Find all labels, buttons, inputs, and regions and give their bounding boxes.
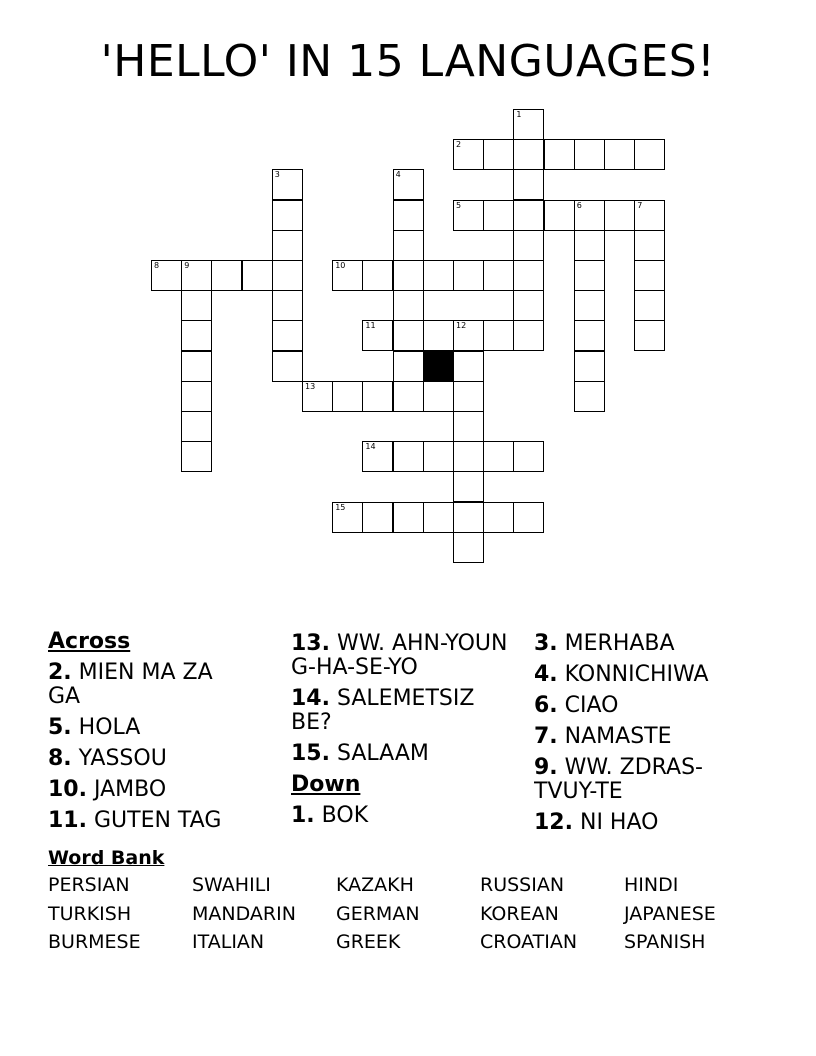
crossword-cell[interactable] — [453, 260, 484, 291]
word-bank-item: KAZAKH — [336, 874, 414, 896]
crossword-cell[interactable] — [393, 502, 424, 533]
crossword-cell[interactable] — [513, 139, 544, 170]
crossword-cell[interactable] — [362, 381, 393, 412]
crossword-cell[interactable] — [604, 200, 635, 231]
clue-number: 14 — [365, 442, 376, 452]
crossword-cell[interactable] — [453, 411, 484, 442]
crossword-cell[interactable] — [634, 260, 665, 291]
word-bank-item: JAPANESE — [624, 902, 716, 925]
clue-number: 1 — [516, 110, 522, 119]
crossword-cell[interactable] — [574, 200, 605, 231]
word-bank-item: TURKISH — [48, 902, 132, 925]
clue-down-9: 9. WW. ZDRAS-TVUY-TE — [534, 756, 703, 804]
crossword-cell[interactable] — [604, 139, 635, 170]
crossword-cell[interactable] — [544, 139, 575, 170]
crossword-cell[interactable] — [393, 290, 424, 321]
crossword-cell[interactable] — [423, 381, 454, 412]
crossword-cell[interactable] — [181, 411, 212, 442]
crossword-cell[interactable] — [513, 260, 544, 291]
crossword-cell[interactable] — [453, 471, 484, 502]
word-bank-item: HINDI — [624, 874, 679, 896]
crossword-cell[interactable] — [151, 260, 182, 291]
crossword-cell[interactable] — [393, 351, 424, 382]
crossword-cell[interactable] — [332, 381, 363, 412]
clue-down-6: 6. CIAO — [534, 694, 619, 718]
clue-number: 13 — [305, 381, 316, 391]
crossword-cell[interactable] — [362, 260, 393, 291]
crossword-cell[interactable] — [483, 260, 514, 291]
crossword-cell[interactable] — [513, 290, 544, 321]
crossword-cell[interactable] — [574, 139, 605, 170]
crossword-cell[interactable] — [574, 230, 605, 261]
crossword-cell[interactable] — [453, 381, 484, 412]
crossword-cell[interactable] — [332, 260, 363, 291]
crossword-cell[interactable] — [181, 441, 212, 472]
crossword-cell[interactable] — [272, 260, 303, 291]
crossword-cell[interactable] — [453, 351, 484, 382]
clue-number: 12 — [456, 321, 467, 331]
crossword-cell[interactable] — [513, 169, 544, 200]
word-bank-item: SWAHILI — [192, 874, 271, 896]
clue-across-11: 11. GUTEN TAG — [48, 809, 222, 833]
crossword-cell[interactable] — [393, 230, 424, 261]
crossword-cell[interactable] — [634, 230, 665, 261]
word-bank-item: KOREAN — [480, 902, 559, 925]
crossword-cell[interactable] — [272, 290, 303, 321]
word-bank-item: PERSIAN — [48, 874, 130, 896]
clue-number: 11 — [365, 321, 376, 331]
crossword-cell[interactable] — [393, 260, 424, 291]
crossword-cell[interactable] — [393, 169, 424, 200]
clue-down-3: 3. MERHABA — [534, 632, 675, 656]
word-bank-item: GREEK — [336, 931, 401, 953]
crossword-cell[interactable] — [513, 502, 544, 533]
crossword-cell[interactable] — [393, 441, 424, 472]
crossword-cell[interactable] — [393, 320, 424, 351]
clue-across-14: 14. SALEMETSIZ BE? — [291, 687, 475, 735]
crossword-cell[interactable] — [513, 230, 544, 261]
clue-number: 3 — [274, 170, 280, 180]
word-bank-row — [48, 874, 768, 903]
word-bank-item: BURMESE — [48, 931, 141, 953]
clue-number: 9 — [184, 261, 190, 270]
crossword-cell[interactable] — [242, 260, 273, 291]
down-heading: Down — [291, 772, 361, 797]
crossword-cell[interactable] — [302, 381, 333, 412]
crossword-cell[interactable] — [483, 441, 514, 472]
clue-down-4: 4. KONNICHIWA — [534, 663, 709, 687]
crossword-cell[interactable] — [453, 502, 484, 533]
crossword-cell[interactable] — [453, 441, 484, 472]
crossword-cell[interactable] — [513, 109, 544, 140]
crossword-cell[interactable] — [513, 320, 544, 351]
clue-number: 10 — [335, 261, 346, 270]
word-bank — [48, 874, 768, 960]
crossword-cell[interactable] — [181, 290, 212, 321]
word-bank-item: SPANISH — [624, 931, 706, 953]
clue-number: 8 — [154, 261, 160, 270]
crossword-cell[interactable] — [362, 320, 393, 351]
crossword-cell[interactable] — [272, 351, 303, 382]
clue-number: 5 — [456, 200, 462, 210]
crossword-cell[interactable] — [272, 230, 303, 261]
crossword-cell[interactable] — [272, 200, 303, 231]
clue-down-1: 1. BOK — [291, 804, 369, 828]
clue-down-7: 7. NAMASTE — [534, 725, 672, 749]
word-bank-item: ITALIAN — [192, 931, 265, 953]
clues-column-1 — [48, 630, 284, 840]
black-square — [423, 351, 454, 382]
crossword-cell[interactable] — [483, 320, 514, 351]
clue-across-8: 8. YASSOU — [48, 747, 167, 771]
clue-number: 4 — [395, 170, 401, 180]
crossword-cell[interactable] — [332, 502, 363, 533]
clue-number: 7 — [637, 200, 643, 210]
crossword-cell[interactable] — [574, 351, 605, 382]
crossword-cell[interactable] — [181, 320, 212, 351]
crossword-cell[interactable] — [453, 320, 484, 351]
word-bank-item: MANDARIN — [192, 902, 296, 925]
crossword-cell[interactable] — [453, 200, 484, 231]
clue-across-2: 2. MIEN MA ZA GA — [48, 661, 213, 709]
clues-column-2 — [291, 632, 527, 835]
crossword-cell[interactable] — [483, 502, 514, 533]
page-title: 'HELLO' IN 15 LANGUAGES! — [100, 36, 716, 87]
clue-across-13: 13. WW. AHN-YOUNG-HA-SE-YO — [291, 632, 508, 680]
crossword-cell[interactable] — [544, 200, 575, 231]
word-bank-heading: Word Bank — [48, 847, 165, 869]
crossword-cell[interactable] — [362, 502, 393, 533]
crossword-cell[interactable] — [211, 260, 242, 291]
clues-column-3 — [534, 632, 770, 842]
clue-across-15: 15. SALAAM — [291, 742, 429, 766]
word-bank-item: CROATIAN — [480, 931, 578, 953]
crossword-cell[interactable] — [513, 441, 544, 472]
crossword-cell[interactable] — [423, 260, 454, 291]
crossword-cell[interactable] — [181, 381, 212, 412]
crossword-cell[interactable] — [574, 290, 605, 321]
word-bank-row — [48, 931, 768, 960]
clue-number: 6 — [576, 200, 582, 210]
crossword-cell[interactable] — [362, 441, 393, 472]
crossword-cell[interactable] — [634, 200, 665, 231]
crossword-cell[interactable] — [453, 532, 484, 563]
clue-number: 15 — [335, 502, 346, 512]
crossword-cell[interactable] — [423, 320, 454, 351]
word-bank-item: RUSSIAN — [480, 874, 565, 896]
crossword-cell[interactable] — [513, 200, 544, 231]
word-bank-row — [48, 903, 768, 932]
crossword-cell[interactable] — [181, 260, 212, 291]
crossword-cell[interactable] — [453, 139, 484, 170]
crossword-cell[interactable] — [272, 320, 303, 351]
clue-across-5: 5. HOLA — [48, 716, 141, 740]
crossword-cell[interactable] — [634, 139, 665, 170]
crossword-cell[interactable] — [574, 320, 605, 351]
crossword-cell[interactable] — [574, 381, 605, 412]
crossword-cell[interactable] — [272, 169, 303, 200]
crossword-cell[interactable] — [483, 200, 514, 231]
crossword-cell[interactable] — [393, 381, 424, 412]
across-heading: Across — [48, 629, 131, 654]
clue-across-10: 10. JAMBO — [48, 778, 167, 802]
clue-down-12: 12. NI HAO — [534, 811, 659, 835]
crossword-cell[interactable] — [181, 351, 212, 382]
crossword-cell[interactable] — [423, 441, 454, 472]
word-bank-item: GERMAN — [336, 902, 420, 925]
crossword-cell[interactable] — [574, 260, 605, 291]
clue-number: 2 — [456, 140, 462, 150]
crossword-cell[interactable] — [393, 200, 424, 231]
crossword-cell[interactable] — [634, 320, 665, 351]
crossword-cell[interactable] — [483, 139, 514, 170]
crossword-cell[interactable] — [423, 502, 454, 533]
crossword-cell[interactable] — [634, 290, 665, 321]
